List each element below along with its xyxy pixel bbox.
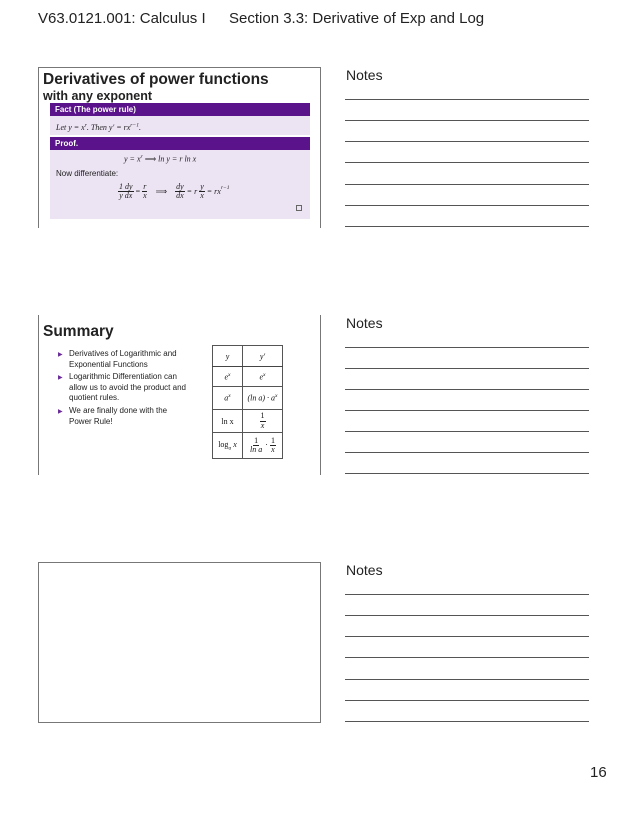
note-line	[345, 636, 589, 637]
note-line	[345, 347, 589, 348]
table-header-y: y	[213, 346, 243, 367]
note-line	[345, 700, 589, 701]
table-row	[213, 433, 283, 459]
table-cell: $\frac{1}{\text{ln a}}$ · $\frac{1}{x}$	[243, 433, 283, 459]
proof-derivative-equation: $\frac{1 dy}{\text{y dx}}$ = $\frac{r}{x}$ ⟹ $\frac{dy}{dx}$ = r $\frac{y}{x}$ = rx $^{r-1}$	[119, 182, 230, 201]
table-cell	[243, 410, 283, 433]
now-differentiate-text: Now differentiate:	[56, 169, 119, 178]
note-line	[345, 120, 589, 121]
note-line	[345, 184, 589, 185]
proof-block	[50, 137, 310, 219]
table-cell: $a^x$	[213, 387, 243, 410]
table-header-yprime: y′	[243, 346, 283, 367]
note-line	[345, 721, 589, 722]
note-line	[345, 368, 589, 369]
frac-1-over-ln-a: $\frac{1}{\text{ln a}}$	[250, 435, 263, 454]
fact-block	[50, 103, 310, 135]
table-cell: (ln $a) \cdot a^x$	[243, 387, 283, 410]
triangle-bullet-icon: ▶	[58, 352, 63, 358]
slide-title: Derivatives of power functions	[43, 71, 269, 88]
note-line	[345, 679, 589, 680]
proof-block-body	[50, 150, 310, 219]
table-cell: $\log_a x$	[213, 433, 243, 459]
note-line	[345, 615, 589, 616]
table-cell: $e^x$	[243, 367, 283, 387]
proof-log-equation: $y = x^r$ ⟹ ln y = r ln x	[124, 154, 197, 164]
note-line	[345, 226, 589, 227]
note-line	[345, 141, 589, 142]
triangle-bullet-icon: ▶	[58, 408, 63, 415]
list-item: ▶ Derivatives of Logarithmic and Exponential Functions	[58, 349, 177, 369]
notes-label-2: Notes	[346, 315, 383, 331]
note-line	[345, 657, 589, 658]
frac-r-over-x: $\frac{r}{x}$	[143, 182, 147, 201]
note-line	[345, 452, 589, 453]
slide-subtitle: with any exponent	[43, 89, 153, 103]
note-line	[345, 389, 589, 390]
note-line	[345, 410, 589, 411]
table-row	[213, 367, 283, 387]
frac-dy-over-dx: $\frac{dy}{dx}$	[176, 182, 184, 201]
list-item: ▶ Logarithmic Differentiation can allow us to avoid the product and quotient rules.	[58, 372, 186, 403]
course-title: V63.0121.001: Calculus I	[38, 10, 206, 27]
table-row	[213, 346, 283, 367]
fact-block-title: Fact (The power rule)	[50, 103, 310, 116]
notes-label-1: Notes	[346, 67, 383, 83]
note-line	[345, 431, 589, 432]
notes-label-3: Notes	[346, 562, 383, 578]
note-line	[345, 99, 589, 100]
note-line	[345, 594, 589, 595]
frac-y-over-x: $\frac{y}{x}$	[200, 182, 204, 201]
proof-block-title: Proof.	[50, 137, 310, 150]
slide-title: Summary	[43, 323, 114, 340]
triangle-bullet-icon: ▶	[58, 375, 63, 382]
summary-bullet-list	[56, 349, 186, 429]
table-cell: ln x	[213, 410, 243, 433]
slide-summary	[38, 315, 321, 475]
derivative-table	[212, 345, 283, 459]
frac-1-over-x: $\frac{1}{x}$	[270, 435, 275, 454]
section-title: Section 3.3: Derivative of Exp and Log	[229, 10, 485, 27]
note-line	[345, 205, 589, 206]
fact-block-body	[50, 116, 310, 135]
frac-1-over-x: $\frac{1}{x}$	[260, 411, 265, 430]
page-number: 16	[590, 764, 607, 781]
slide-blank	[38, 562, 321, 723]
fact-statement: Let $y = x^r$. Then $y' = rx^{r-1}$.	[56, 122, 142, 132]
note-line	[345, 162, 589, 163]
qed-box-icon	[296, 205, 302, 211]
table-cell: $e^x$	[213, 367, 243, 387]
table-row	[213, 387, 283, 410]
table-row	[213, 410, 283, 433]
note-line	[345, 473, 589, 474]
slide-power-rule	[38, 67, 321, 228]
list-item: ▶ We are finally done with the Power Rule!	[58, 405, 168, 426]
frac-dy-over-ydx: $\frac{1 dy}{\text{y dx}}$	[119, 182, 133, 201]
